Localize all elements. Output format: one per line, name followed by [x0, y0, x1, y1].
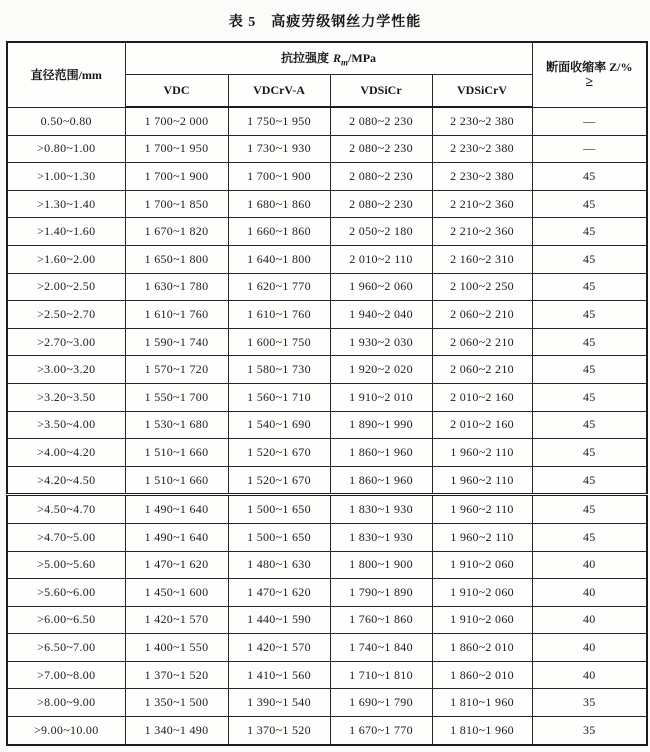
table-cell: 1 610~1 760	[125, 301, 228, 329]
table-cell: 1 590~1 740	[125, 328, 228, 356]
table-cell: >1.00~1.30	[7, 163, 125, 191]
table-cell: 2 160~2 310	[432, 245, 532, 273]
table-cell: 1 690~1 790	[330, 689, 432, 717]
table-cell: 1 670~1 770	[330, 717, 432, 745]
table-cell: 1 760~1 860	[330, 606, 432, 634]
table-cell: 1 420~1 570	[125, 606, 228, 634]
table-cell: 35	[532, 689, 647, 717]
table-cell: 45	[532, 273, 647, 301]
table-cell: 1 830~1 930	[330, 495, 432, 524]
table-cell: 40	[532, 634, 647, 662]
table-cell: 45	[532, 523, 647, 551]
table-cell: 45	[532, 301, 647, 329]
table-cell: 1 650~1 800	[125, 245, 228, 273]
table-cell: 1 740~1 840	[330, 634, 432, 662]
table-cell: 2 080~2 230	[330, 135, 432, 163]
table-header	[7, 42, 647, 107]
table-cell: >0.80~1.00	[7, 135, 125, 163]
table-cell: 40	[532, 606, 647, 634]
table-cell: 2 230~2 380	[432, 135, 532, 163]
table-cell: 1 810~1 960	[432, 717, 532, 745]
table-row	[7, 495, 647, 524]
table-cell: 1 510~1 660	[125, 439, 228, 467]
table-cell: 1 680~1 860	[228, 190, 330, 218]
table-cell: 1 660~1 860	[228, 218, 330, 246]
table-row	[7, 383, 647, 411]
table-cell: 1 790~1 890	[330, 579, 432, 607]
table-row	[7, 606, 647, 634]
table-row	[7, 190, 647, 218]
table-row	[7, 466, 647, 495]
table-row	[7, 163, 647, 191]
table-cell: 45	[532, 163, 647, 191]
tensile-label: 抗拉强度	[281, 51, 330, 66]
table-cell: 1 960~2 110	[432, 495, 532, 524]
table-cell: 1 860~2 010	[432, 634, 532, 662]
table-cell: 1 860~1 960	[330, 439, 432, 467]
tensile-subscript: m	[341, 57, 349, 68]
col-header-grade-vdsicr: VDSiCr	[330, 75, 432, 108]
table-cell: 35	[532, 717, 647, 745]
table-cell: 1 510~1 660	[125, 466, 228, 495]
table-cell: 1 500~1 650	[228, 495, 330, 524]
table-cell: 1 550~1 700	[125, 383, 228, 411]
table-cell: 45	[532, 190, 647, 218]
table-cell: 2 080~2 230	[330, 107, 432, 135]
table-cell: 2 080~2 230	[330, 190, 432, 218]
table-cell: 1 630~1 780	[125, 273, 228, 301]
table-cell: >4.70~5.00	[7, 523, 125, 551]
table-row	[7, 356, 647, 384]
table-cell: 1 340~1 490	[125, 717, 228, 745]
table-cell: >2.00~2.50	[7, 273, 125, 301]
table-cell: 1 890~1 990	[330, 411, 432, 439]
table-row	[7, 328, 647, 356]
table-cell: 2 210~2 360	[432, 218, 532, 246]
col-header-reduction-of-area	[532, 42, 647, 107]
table-cell: 1 910~2 010	[330, 383, 432, 411]
table-cell: 45	[532, 356, 647, 384]
col-header-tensile-strength	[125, 42, 532, 75]
table-row	[7, 634, 647, 662]
table-cell: >2.70~3.00	[7, 328, 125, 356]
table-cell: 45	[532, 218, 647, 246]
page-title: 表 5 高疲劳级钢丝力学性能	[228, 15, 422, 30]
table-cell: 1 940~2 040	[330, 301, 432, 329]
table-cell: 1 540~1 690	[228, 411, 330, 439]
table-cell: 1 700~1 900	[228, 163, 330, 191]
table-cell: —	[532, 135, 647, 163]
table-cell: >8.00~9.00	[7, 689, 125, 717]
table-cell: >3.00~3.20	[7, 356, 125, 384]
table-cell: 1 450~1 600	[125, 579, 228, 607]
table-row	[7, 218, 647, 246]
table-cell: 1 370~1 520	[125, 661, 228, 689]
table-cell: 2 080~2 230	[330, 163, 432, 191]
table-cell: 2 010~2 110	[330, 245, 432, 273]
tensile-symbol: R	[333, 51, 342, 66]
reduction-label: 断面收缩率 Z/%	[546, 59, 633, 74]
table-cell: 1 700~1 900	[125, 163, 228, 191]
table-cell: 1 800~1 900	[330, 551, 432, 579]
table-cell: 40	[532, 579, 647, 607]
table-cell: 2 010~2 160	[432, 383, 532, 411]
table-row	[7, 523, 647, 551]
table-cell: >4.20~4.50	[7, 466, 125, 495]
table-cell: 1 470~1 620	[228, 579, 330, 607]
table-cell: >3.50~4.00	[7, 411, 125, 439]
mechanical-properties-table	[6, 41, 648, 746]
table-cell: 1 910~2 060	[432, 551, 532, 579]
table-cell: 1 390~1 540	[228, 689, 330, 717]
table-cell: 45	[532, 328, 647, 356]
tensile-unit: /MPa	[348, 51, 377, 66]
table-cell: >1.40~1.60	[7, 218, 125, 246]
table-cell: 1 610~1 760	[228, 301, 330, 329]
table-cell: 1 570~1 720	[125, 356, 228, 384]
table-row	[7, 135, 647, 163]
table-row	[7, 245, 647, 273]
table-cell: 1 930~2 030	[330, 328, 432, 356]
table-cell: 1 580~1 730	[228, 356, 330, 384]
table-cell: 1 730~1 930	[228, 135, 330, 163]
table-cell: 1 810~1 960	[432, 689, 532, 717]
table-cell: 1 700~1 950	[125, 135, 228, 163]
table-cell: 1 710~1 810	[330, 661, 432, 689]
table-cell: 1 470~1 620	[125, 551, 228, 579]
table-cell: 1 640~1 800	[228, 245, 330, 273]
col-header-grade-vdc: VDC	[125, 75, 228, 108]
table-cell: 2 210~2 360	[432, 190, 532, 218]
table-cell: 1 490~1 640	[125, 495, 228, 524]
table-row	[7, 107, 647, 135]
table-cell: 2 010~2 160	[432, 411, 532, 439]
table-row	[7, 689, 647, 717]
table-cell: 2 100~2 250	[432, 273, 532, 301]
table-cell: 1 910~2 060	[432, 606, 532, 634]
table-body	[7, 107, 647, 745]
table-cell: 1 960~2 110	[432, 466, 532, 495]
table-cell: 1 910~2 060	[432, 579, 532, 607]
table-row	[7, 301, 647, 329]
table-cell: 1 830~1 930	[330, 523, 432, 551]
col-header-diameter-range: 直径范围/mm	[7, 42, 125, 107]
table-row	[7, 661, 647, 689]
table-cell: 1 700~1 850	[125, 190, 228, 218]
table-cell: >7.00~8.00	[7, 661, 125, 689]
table-cell: >5.60~6.00	[7, 579, 125, 607]
table-cell: 1 600~1 750	[228, 328, 330, 356]
table-cell: 1 700~2 000	[125, 107, 228, 135]
table-cell: >6.00~6.50	[7, 606, 125, 634]
table-cell: >4.50~4.70	[7, 495, 125, 524]
table-cell: 1 520~1 670	[228, 466, 330, 495]
table-cell: 2 060~2 210	[432, 301, 532, 329]
table-cell: 1 860~2 010	[432, 661, 532, 689]
table-cell: >1.60~2.00	[7, 245, 125, 273]
table-cell: 1 520~1 670	[228, 439, 330, 467]
table-row	[7, 717, 647, 745]
table-cell: >9.00~10.00	[7, 717, 125, 745]
table-cell: 2 060~2 210	[432, 356, 532, 384]
table-row	[7, 273, 647, 301]
table-cell: 1 400~1 550	[125, 634, 228, 662]
table-cell: 1 480~1 630	[228, 551, 330, 579]
table-cell: 40	[532, 551, 647, 579]
table-cell: 2 050~2 180	[330, 218, 432, 246]
table-cell: >1.30~1.40	[7, 190, 125, 218]
table-cell: 1 960~2 060	[330, 273, 432, 301]
table-cell: 1 560~1 710	[228, 383, 330, 411]
table-cell: 1 500~1 650	[228, 523, 330, 551]
table-cell: 1 370~1 520	[228, 717, 330, 745]
table-cell: 45	[532, 245, 647, 273]
table-cell: >2.50~2.70	[7, 301, 125, 329]
table-cell: 1 440~1 590	[228, 606, 330, 634]
table-cell: 2 230~2 380	[432, 163, 532, 191]
table-cell: 1 960~2 110	[432, 439, 532, 467]
table-cell: 1 750~1 950	[228, 107, 330, 135]
table-row	[7, 411, 647, 439]
table-cell: 1 530~1 680	[125, 411, 228, 439]
table-cell: 1 410~1 560	[228, 661, 330, 689]
table-cell: 1 620~1 770	[228, 273, 330, 301]
table-cell: >4.00~4.20	[7, 439, 125, 467]
table-cell: 1 350~1 500	[125, 689, 228, 717]
table-cell: 2 230~2 380	[432, 107, 532, 135]
table-cell: 1 670~1 820	[125, 218, 228, 246]
table-cell: >5.00~5.60	[7, 551, 125, 579]
table-cell: —	[532, 107, 647, 135]
table-cell: 45	[532, 466, 647, 495]
table-cell: 1 920~2 020	[330, 356, 432, 384]
table-cell: 45	[532, 411, 647, 439]
table-row	[7, 579, 647, 607]
table-cell: 1 960~2 110	[432, 523, 532, 551]
table-cell: 2 060~2 210	[432, 328, 532, 356]
table-cell: 1 860~1 960	[330, 466, 432, 495]
table-cell: 45	[532, 383, 647, 411]
col-header-grade-vdcrv-a: VDCrV-A	[228, 75, 330, 108]
table-cell: 0.50~0.80	[7, 107, 125, 135]
table-cell: 1 420~1 570	[228, 634, 330, 662]
greater-equal-symbol: ≥	[585, 75, 594, 91]
table-cell: 1 490~1 640	[125, 523, 228, 551]
table-cell: >3.20~3.50	[7, 383, 125, 411]
table-row	[7, 439, 647, 467]
table-cell: 45	[532, 439, 647, 467]
col-header-grade-vdsicrv: VDSiCrV	[432, 75, 532, 108]
table-cell: 40	[532, 661, 647, 689]
table-cell: 45	[532, 495, 647, 524]
table-row	[7, 551, 647, 579]
table-cell: >6.50~7.00	[7, 634, 125, 662]
